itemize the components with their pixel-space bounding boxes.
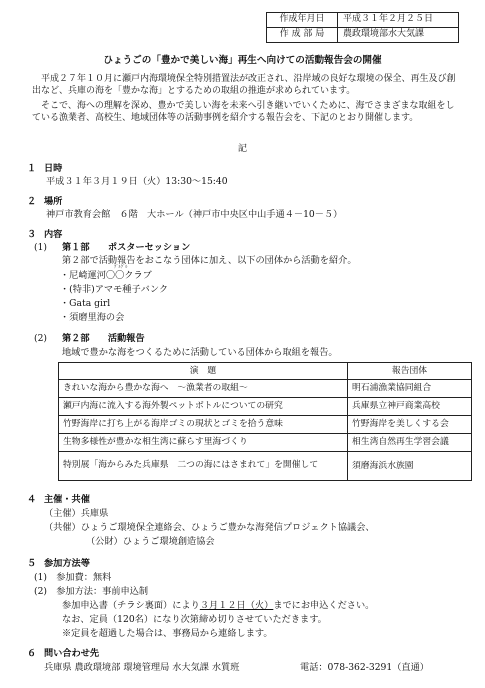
application-text: 参加申込書（チラシ裏面）により (62, 600, 200, 611)
part-1-heading: 第１部 ポスターセッション (62, 242, 191, 253)
part-2-number: (2) (34, 333, 48, 344)
table-row (59, 380, 472, 398)
report-group-cell: 須磨海浜水族園 (348, 452, 472, 481)
column-header-group: 報告団体 (348, 363, 472, 380)
report-title-cell: きれいな海から豊かな海へ ～漁業者の取組～ (59, 380, 348, 398)
participation-fee: (1) 参加費：無料 (34, 572, 112, 583)
section-5-number: ５ (27, 558, 37, 569)
section-4-number: ４ (27, 494, 37, 505)
intro-paragraph-2: そこで、海への理解を深め、豊かで美しい海を未来へ引き継いでいくために、海でさまざまな取組をしている漁業者、高校生、地域団体等の活動事例を紹介する報告会を、下記のとおり開催します。 (32, 101, 455, 124)
section-2-heading: 場所 (44, 196, 63, 207)
table-header-row (59, 363, 472, 380)
part-1-description: 第２部で活動報告をおこなう団体に加え、以下の団体から活動を紹介。 (62, 255, 357, 266)
co-host-organizers: （共催）ひょうご環境保全連絡会、ひょうご豊かな海発信プロジェクト協議会、 (44, 522, 375, 533)
table-row (59, 452, 472, 481)
section-2-number: ２ (27, 196, 37, 207)
info-key: 作成年月日 (267, 13, 338, 28)
contact-phone: 電話：078-362-3291（直通） (300, 662, 429, 673)
capacity-note: なお、定員（120名）になり次第締め切りさせていただきます。 (62, 614, 327, 625)
report-group-cell: 明石浦漁業協同組合 (348, 380, 472, 398)
report-title-cell: 竹野海岸に打ち上がる海岸ゴミの現状とゴミを拾う意味 (59, 416, 348, 434)
event-venue: 神戸市教育会館 ６階 大ホール（神戸市中央区中山手通４－10－５） (46, 209, 343, 220)
application-instructions (62, 600, 374, 612)
co-host-organizers: （公財）ひょうご環境創造協会 (86, 536, 215, 547)
event-datetime: 平成３１年３月１９日（火）13:30～15:40 (46, 176, 228, 187)
poster-group-item: ・Gata girl (60, 298, 111, 309)
host-organizer: （主催）兵庫県 (44, 508, 109, 519)
poster-group-item: ・尼崎運河〇〇クラブ (60, 270, 152, 281)
table-row (59, 398, 472, 416)
report-group-cell: 竹野海岸を美しくする会 (348, 416, 472, 434)
report-group-cell: 相生湾自然再生学習会議 (348, 434, 472, 452)
part-2-description: 地域で豊かな海をつくるために活動している団体から取組を報告。 (62, 347, 338, 358)
table-row (59, 416, 472, 434)
info-value: 農政環境部水大気課 (338, 28, 459, 43)
overflow-note: ※定員を超過した場合は、事務局から連絡します。 (62, 628, 273, 639)
section-5-heading: 参加方法等 (44, 558, 90, 569)
table-row (59, 434, 472, 452)
section-4-heading: 主催・共催 (44, 494, 90, 505)
document-info-table (266, 12, 459, 43)
application-deadline: ３月１２日（火） (199, 600, 274, 611)
document-title: ひょうごの「豊かで美しい海」再生へ向けての活動報告会の開催 (103, 55, 382, 66)
intro-paragraph-1: 平成２７年１０月に瀬戸内海環境保全特別措置法が改正され、沿岸域の良好な環境の保全、再生及び創出など、兵庫の海を「豊かな海」とするための取組の推進が求められています。 (32, 74, 456, 97)
section-1-number: １ (27, 163, 37, 174)
ki-heading: 記 (237, 143, 248, 154)
poster-group-item: ・須磨里海の会 (60, 312, 125, 323)
participation-method: (2) 参加方法：事前申込制 (34, 586, 149, 597)
section-6-number: ６ (27, 648, 37, 659)
report-title-cell: 生物多様性が豊かな相生湾に蘇らす里海づくり (59, 434, 348, 452)
section-3-number: ３ (27, 229, 37, 240)
column-header-title: 演 題 (59, 363, 348, 380)
application-text: までにお申込ください。 (273, 600, 375, 611)
info-row-dept (267, 28, 459, 43)
contact-department: 兵庫県 農政環境部 環境管理局 水大気課 水質班 (44, 662, 240, 673)
info-value: 平成３１年２月２５日 (338, 13, 459, 28)
poster-group-item: ・(特非)アマモ種子バンク (60, 284, 169, 295)
report-group-cell: 兵庫県立神戸商業高校 (348, 398, 472, 416)
part-1-number: (1) (34, 242, 48, 253)
report-title-cell: 特別展「海からみた兵庫県 二つの海にはさまれて」を開催して (59, 452, 348, 481)
section-1-heading: 日時 (44, 163, 63, 174)
info-key: 作 成 部 局 (267, 28, 338, 43)
report-title-cell: 瀬戸内海に流入する海外製ペットボトルについての研究 (59, 398, 348, 416)
section-6-heading: 問い合わせ先 (44, 648, 100, 659)
part-2-heading: 第２部 活動報告 (62, 333, 145, 344)
ruby-text: ｸﾞﾙｸﾞﾙ (114, 265, 128, 270)
report-table (58, 362, 472, 481)
info-row-date (267, 13, 459, 28)
section-3-heading: 内容 (44, 229, 63, 240)
